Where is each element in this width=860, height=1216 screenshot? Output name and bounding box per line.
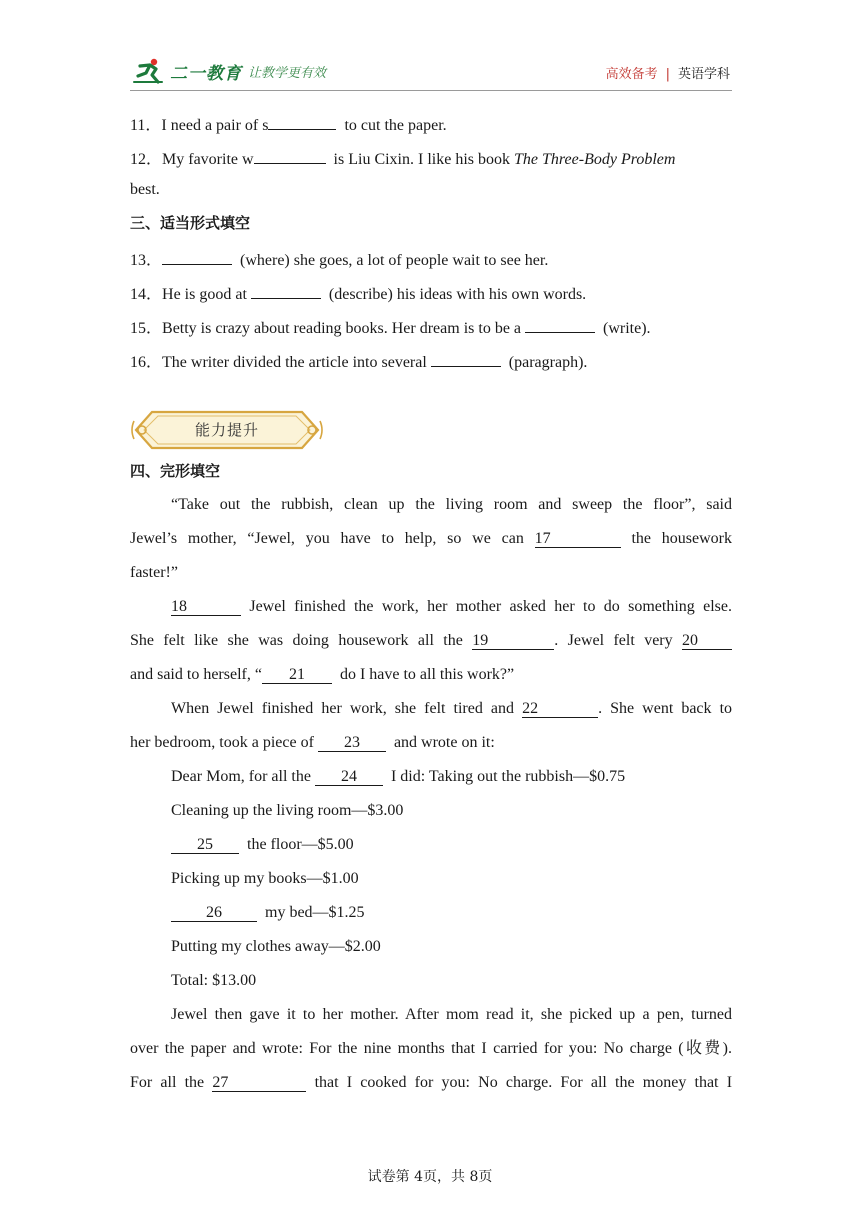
passage-text: my bed—$1.25: [265, 904, 365, 921]
question-13: [130, 247, 732, 271]
question-text: I need a pair of s: [161, 117, 269, 134]
page-header: [0, 0, 860, 100]
passage-text: the floor—$5.00: [247, 836, 354, 853]
header-label-exam: 高效备考: [605, 67, 658, 82]
question-12: [130, 146, 732, 170]
answer-blank[interactable]: [162, 247, 232, 265]
question-14: [130, 281, 732, 305]
question-16: [130, 349, 732, 373]
answer-blank[interactable]: [268, 112, 336, 130]
passage-text: and wrote on it:: [393, 734, 495, 751]
logo: [132, 55, 326, 87]
question-text: (where) she goes, a lot of people wait to see her.: [240, 252, 549, 269]
passage-line: Jewel then gave it to her mother. After mom read it, she picked up a pen, turned: [171, 1006, 732, 1023]
passage-line: over the paper and wrote: For the nine months that I carried for you: No charge (收费).: [130, 1040, 732, 1057]
passage-line: “Take out the rubbish, clean up the living room and sweep the floor”, said: [171, 496, 732, 513]
passage-text: When Jewel finished her work, she felt tired and: [171, 700, 514, 717]
passage-text: the housework: [631, 530, 733, 547]
passage-line: [171, 597, 732, 617]
question-number: 11．: [130, 117, 162, 134]
note-line: [171, 903, 732, 923]
note-line: [171, 835, 732, 855]
note-line: Cleaning up the living room—$3.00: [171, 802, 404, 819]
passage-line: [171, 699, 732, 719]
question-text: to cut the paper.: [344, 117, 447, 134]
logo-slogan: 让教学更有效: [248, 65, 327, 81]
passage-text: Jewel finished the work, her mother asked her to do something else.: [249, 598, 733, 615]
section-heading-3: 三、适当形式填空: [130, 214, 251, 232]
question-text: The writer divided the article into several: [162, 354, 427, 371]
passage-line: [130, 529, 732, 549]
answer-blank[interactable]: [525, 315, 595, 333]
header-divider: [130, 90, 732, 91]
passage-text: that I cooked for you: No charge. For all the money that I: [314, 1074, 733, 1091]
passage-line: [130, 1073, 732, 1093]
answer-blank[interactable]: [431, 349, 501, 367]
cloze-blank-27[interactable]: 27: [212, 1074, 306, 1092]
passage-line: faster!”: [130, 564, 178, 581]
passage-text: Jewel’s mother, “Jewel, you have to help, so we can: [130, 530, 524, 547]
passage-text: do I have to all this work?”: [339, 666, 515, 683]
header-subject: [606, 63, 730, 82]
passage-text: . She went back to: [598, 700, 733, 717]
question-11: [130, 112, 732, 136]
question-number: 14．: [130, 286, 163, 303]
passage-text: For all the: [130, 1074, 205, 1091]
cloze-blank-17[interactable]: 17: [535, 530, 621, 548]
cloze-blank-19[interactable]: 19: [472, 632, 554, 650]
header-separator: |: [665, 67, 670, 82]
cloze-blank-18[interactable]: 18: [171, 598, 241, 616]
passage-text: her bedroom, took a piece of: [130, 734, 314, 751]
book-title: The Three-Body Problem: [514, 151, 676, 168]
passage-text: I did: Taking out the rubbish—$0.75: [390, 768, 626, 785]
question-12-cont: [130, 180, 732, 200]
cloze-blank-22[interactable]: 22: [522, 700, 598, 718]
cloze-blank-23[interactable]: 23: [318, 734, 386, 752]
question-text: (describe) his ideas with his own words.: [328, 286, 587, 303]
page-footer: 试卷第 4页，共 8页: [367, 1169, 493, 1185]
cloze-blank-25[interactable]: 25: [171, 836, 239, 854]
ability-banner: [130, 407, 324, 453]
question-number: 15．: [130, 320, 163, 337]
answer-blank[interactable]: [251, 281, 321, 299]
cloze-blank-21[interactable]: 21: [262, 666, 332, 684]
passage-text: She felt like she was doing housework all the: [130, 632, 463, 649]
question-number: 16．: [130, 354, 163, 371]
cloze-blank-26[interactable]: 26: [171, 904, 257, 922]
passage-line: [130, 665, 732, 685]
answer-blank[interactable]: [254, 146, 326, 164]
question-number: 13．: [130, 252, 163, 269]
question-15: [130, 315, 732, 339]
section-heading-4: 四、完形填空: [130, 462, 221, 480]
logo-name: 二一教育: [170, 63, 242, 84]
question-number: 12．: [130, 151, 163, 168]
banner-label: 能力提升: [194, 421, 259, 439]
question-text: Betty is crazy about reading books. Her dream is to be a: [162, 320, 522, 337]
cloze-blank-20[interactable]: 20: [682, 632, 732, 650]
passage-text: and said to herself, “: [130, 666, 262, 683]
header-label-subject: 英语学科: [677, 67, 730, 82]
passage-line: [130, 631, 732, 651]
runner-logo-icon: [132, 56, 166, 86]
passage-text: Dear Mom, for all the: [171, 768, 311, 785]
question-text: My favorite w: [162, 151, 254, 168]
cloze-blank-24[interactable]: 24: [315, 768, 383, 786]
question-text: He is good at: [162, 286, 247, 303]
note-line: Total: $13.00: [171, 972, 257, 989]
note-line: Picking up my books—$1.00: [171, 870, 359, 887]
question-text: (write).: [603, 320, 651, 337]
question-text: is Liu Cixin. I like his book: [333, 151, 510, 168]
passage-text: . Jewel felt very: [554, 632, 673, 649]
question-text: best.: [130, 181, 160, 198]
question-text: (paragraph).: [508, 354, 588, 371]
note-line: Putting my clothes away—$2.00: [171, 938, 381, 955]
passage-line: [130, 733, 732, 753]
note-line: [171, 767, 732, 787]
